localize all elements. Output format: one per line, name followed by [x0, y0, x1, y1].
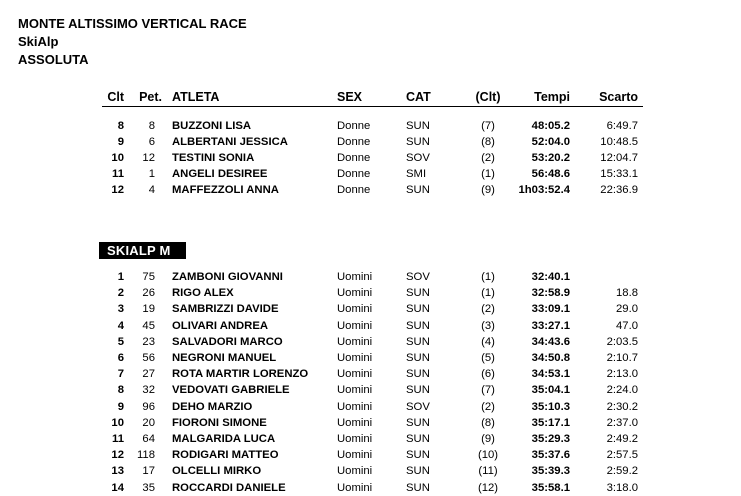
cell-time: 35:04.1 [531, 384, 570, 397]
cell-clt: 7 [117, 368, 124, 381]
col-header-tempi: Tempi [534, 90, 570, 104]
cell-gap: 6:49.7 [606, 120, 638, 132]
cell-gap: 2:37.0 [606, 416, 638, 429]
header-divider [102, 106, 643, 107]
table-row [0, 366, 741, 382]
cell-name: BUZZONI LISA [172, 120, 252, 132]
table-row [0, 463, 741, 479]
cell-pet: 19 [142, 303, 155, 316]
cell-name: TESTINI SONIA [172, 152, 255, 164]
cell-catpos: (1) [481, 168, 495, 180]
cell-name: FIORONI SIMONE [172, 416, 267, 429]
cell-clt: 11 [112, 168, 124, 180]
cell-catpos: (2) [481, 400, 495, 413]
cell-name: RODIGARI MATTEO [172, 449, 279, 462]
event-title: MONTE ALTISSIMO VERTICAL RACE [18, 16, 247, 31]
cell-pet: 64 [142, 433, 155, 445]
cell-cat: SOV [406, 152, 430, 164]
cell-clt: 9 [117, 400, 124, 413]
cell-gap: 10:48.5 [600, 136, 638, 148]
table-row [0, 118, 741, 134]
cell-clt: 8 [117, 384, 124, 397]
cell-gap: 2:24.0 [606, 384, 638, 397]
cell-cat: SOV [406, 271, 430, 283]
cell-pet: 118 [136, 449, 155, 462]
cell-name: DEHO MARZIO [172, 400, 253, 413]
table-row [0, 182, 741, 198]
cell-sex: Uomini [337, 416, 373, 429]
cell-name: ROTA MARTIR LORENZO [172, 368, 309, 381]
cell-time: 32:58.9 [531, 287, 570, 300]
cell-time: 35:37.6 [531, 449, 570, 462]
cell-name: SALVADORI MARCO [172, 335, 283, 348]
cell-cat: SUN [406, 335, 430, 348]
cell-catpos: (3) [481, 319, 495, 332]
cell-catpos: (7) [481, 384, 495, 397]
cell-name: ROCCARDI DANIELE [172, 481, 286, 494]
cell-clt: 14 [111, 481, 124, 494]
cell-catpos: (12) [477, 481, 499, 494]
cell-sex: Uomini [337, 303, 373, 316]
cell-time: 34:53.1 [531, 368, 570, 381]
cell-cat: SUN [406, 352, 430, 364]
cell-name: OLIVARI ANDREA [172, 319, 269, 332]
cell-time: 53:20.2 [531, 152, 570, 164]
cell-time: 56:48.6 [531, 168, 570, 180]
cell-name: NEGRONI MANUEL [172, 352, 277, 364]
table-row [0, 269, 741, 285]
table-row [0, 150, 741, 166]
cell-time: 35:29.3 [531, 433, 570, 445]
col-header-scarto: Scarto [599, 90, 638, 104]
cell-gap: 12:04.7 [600, 152, 638, 164]
cell-pet: 32 [142, 384, 155, 397]
cell-clt: 10 [111, 416, 124, 429]
table-row [0, 134, 741, 150]
cell-gap: 2:59.2 [606, 465, 638, 478]
cell-cat: SUN [406, 481, 430, 494]
cell-sex: Uomini [337, 400, 373, 413]
cell-sex: Uomini [337, 271, 373, 283]
cell-catpos: (8) [481, 136, 495, 148]
table-row [0, 166, 741, 182]
cell-clt: 9 [117, 136, 124, 148]
table-row [0, 301, 741, 317]
cell-clt: 1 [117, 271, 124, 283]
cell-sex: Uomini [337, 481, 373, 494]
cell-sex: Donne [337, 184, 371, 196]
cell-name: SAMBRIZZI DAVIDE [172, 303, 279, 316]
cell-time: 35:39.3 [531, 465, 570, 478]
cell-clt: 12 [111, 449, 124, 462]
cell-pet: 23 [142, 335, 155, 348]
cell-time: 34:50.8 [531, 352, 570, 364]
cell-cat: SUN [406, 449, 430, 462]
table-row [0, 480, 741, 496]
cell-name: OLCELLI MIRKO [172, 465, 262, 478]
table-row [0, 285, 741, 301]
cell-sex: Uomini [337, 287, 373, 300]
cell-name: MALGARIDA LUCA [172, 433, 276, 445]
cell-catpos: (2) [481, 152, 495, 164]
cell-time: 1h03:52.4 [518, 184, 570, 196]
cell-cat: SUN [406, 184, 430, 196]
cell-catpos: (7) [481, 120, 495, 132]
cell-catpos: (9) [481, 433, 495, 445]
cell-gap: 18.8 [616, 287, 638, 300]
cell-catpos: (9) [481, 184, 495, 196]
cell-clt: 5 [117, 335, 124, 348]
cell-cat: SUN [406, 433, 430, 445]
cell-gap: 22:36.9 [600, 184, 638, 196]
cell-time: 35:10.3 [531, 400, 570, 413]
col-header-pet: Pet. [139, 90, 162, 104]
cell-gap: 2:13.0 [606, 368, 638, 381]
cell-cat: SUN [406, 136, 430, 148]
cell-name: RIGO ALEX [172, 287, 234, 300]
cell-cat: SUN [406, 368, 430, 381]
cell-name: ALBERTANI JESSICA [172, 136, 288, 148]
cell-pet: 45 [142, 319, 155, 332]
cell-sex: Uomini [337, 368, 373, 381]
cell-pet: 75 [142, 271, 155, 283]
col-header-clt: Clt [107, 90, 124, 104]
table-row [0, 447, 741, 463]
cell-pet: 56 [142, 352, 155, 364]
cell-time: 33:27.1 [531, 319, 570, 332]
table-row [0, 399, 741, 415]
cell-time: 48:05.2 [531, 120, 570, 132]
table-row [0, 350, 741, 366]
cell-cat: SUN [406, 319, 430, 332]
cell-gap: 2:10.7 [606, 352, 638, 364]
cell-sex: Donne [337, 152, 371, 164]
cell-gap: 15:33.1 [600, 168, 638, 180]
cell-catpos: (8) [481, 416, 495, 429]
cell-gap: 47.0 [616, 319, 638, 332]
cell-gap: 2:03.5 [606, 335, 638, 348]
cell-sex: Uomini [337, 433, 373, 445]
cell-gap: 2:49.2 [606, 433, 638, 445]
cell-sex: Uomini [337, 465, 373, 478]
cell-cat: SMI [406, 168, 427, 180]
cell-clt: 3 [117, 303, 124, 316]
col-header-cat: CAT [406, 90, 431, 104]
col-header-clt-cat: (Clt) [475, 90, 501, 104]
cell-clt: 11 [112, 433, 124, 445]
cell-cat: SUN [406, 287, 430, 300]
cell-clt: 6 [117, 352, 124, 364]
cell-sex: Uomini [337, 352, 373, 364]
cell-pet: 27 [142, 368, 155, 381]
cell-cat: SUN [406, 384, 430, 397]
table-row [0, 318, 741, 334]
cell-gap: 3:18.0 [606, 481, 638, 494]
cell-pet: 1 [148, 168, 155, 180]
cell-name: ANGELI DESIREE [172, 168, 268, 180]
cell-catpos: (4) [481, 335, 495, 348]
cell-clt: 4 [117, 319, 124, 332]
cell-sex: Uomini [337, 319, 373, 332]
cell-gap: 2:30.2 [606, 400, 638, 413]
cell-catpos: (5) [481, 352, 495, 364]
cell-gap: 2:57.5 [606, 449, 638, 462]
table-row [0, 382, 741, 398]
cell-catpos: (11) [478, 465, 498, 478]
cell-catpos: (10) [477, 449, 499, 462]
cell-catpos: (1) [481, 271, 495, 283]
table-row [0, 334, 741, 350]
cell-catpos: (6) [481, 368, 495, 381]
col-header-sex: SEX [337, 90, 363, 104]
cell-pet: 4 [148, 184, 155, 196]
cell-clt: 10 [111, 152, 124, 164]
classification-label: ASSOLUTA [18, 52, 89, 67]
cell-sex: Donne [337, 120, 371, 132]
cell-name: ZAMBONI GIOVANNI [172, 271, 283, 283]
cell-cat: SOV [406, 400, 430, 413]
cell-pet: 96 [142, 400, 155, 413]
cell-clt: 8 [117, 120, 124, 132]
cell-time: 33:09.1 [531, 303, 570, 316]
cell-sex: Donne [337, 168, 371, 180]
cell-cat: SUN [406, 303, 430, 316]
cell-name: MAFFEZZOLI ANNA [172, 184, 279, 196]
cell-cat: SUN [406, 465, 430, 478]
table-row [0, 431, 741, 447]
cell-pet: 20 [142, 416, 155, 429]
cell-pet: 12 [142, 152, 155, 164]
cell-cat: SUN [406, 416, 430, 429]
cell-pet: 26 [142, 287, 155, 300]
cell-pet: 17 [142, 465, 155, 478]
col-header-atleta: ATLETA [172, 90, 220, 104]
discipline-label: SkiAlp [18, 34, 59, 49]
cell-pet: 6 [148, 136, 155, 148]
cell-sex: Donne [337, 136, 371, 148]
cell-sex: Uomini [337, 449, 373, 462]
cell-catpos: (1) [481, 287, 495, 300]
cell-gap: 29.0 [616, 303, 638, 316]
cell-sex: Uomini [337, 384, 373, 397]
cell-clt: 12 [111, 184, 124, 196]
section-title-skialp-m: SKIALP M [99, 242, 186, 259]
cell-time: 52:04.0 [531, 136, 570, 148]
cell-catpos: (2) [481, 303, 495, 316]
cell-time: 35:17.1 [531, 416, 570, 429]
cell-pet: 35 [142, 481, 155, 494]
cell-cat: SUN [406, 120, 430, 132]
cell-time: 34:43.6 [531, 335, 570, 348]
cell-name: VEDOVATI GABRIELE [172, 384, 290, 397]
cell-pet: 8 [148, 120, 155, 132]
cell-clt: 2 [117, 287, 124, 300]
cell-clt: 13 [111, 465, 124, 478]
cell-time: 32:40.1 [531, 271, 570, 283]
cell-time: 35:58.1 [531, 481, 570, 494]
cell-sex: Uomini [337, 335, 373, 348]
table-row [0, 415, 741, 431]
